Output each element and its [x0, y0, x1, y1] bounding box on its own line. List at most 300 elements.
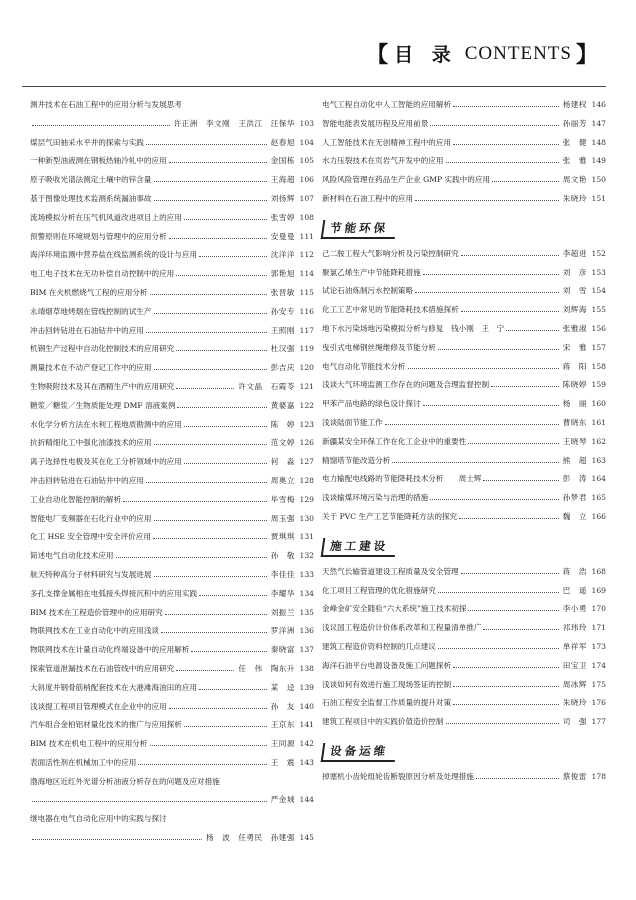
dot-leader [150, 745, 267, 746]
entry-author: 李耀华 [270, 588, 295, 598]
entry-author: 刘 雪 [562, 286, 587, 296]
toc-entry[interactable] [30, 679, 314, 698]
section-equipment [322, 736, 606, 766]
entry-page-number: 142 [299, 739, 314, 749]
entry-author: 彭吉庆 [270, 363, 295, 373]
entry-title: 浅谈大气环境监测工作存在的问题及合理监督控制 [322, 380, 490, 390]
entry-title: 电力输配电线路的节能降耗技术分析 周士辉 [322, 474, 482, 484]
entry-title: 基于图像处理技术监测系统漏油事故 [30, 193, 152, 203]
toc-entry[interactable] [30, 472, 314, 491]
entry-page-number: 105 [299, 156, 314, 166]
dot-leader [483, 480, 558, 481]
entry-author: 田宝卫 [562, 660, 587, 670]
dot-leader [191, 651, 266, 652]
toc-entry[interactable] [30, 698, 314, 717]
entry-title: 冲击回转钻进在石油钻井中的应用 [30, 475, 144, 485]
entry-page-number: 140 [299, 701, 314, 711]
dot-leader [199, 256, 267, 257]
toc-entry[interactable] [30, 829, 314, 848]
dot-leader [153, 538, 267, 539]
section-energy-title: 节能环保 [321, 220, 398, 239]
section-construction [322, 531, 606, 561]
entry-page-number: 162 [591, 436, 606, 446]
entry-title: 浅议国工程造价计价体系改革和工程量清单推广 [322, 623, 482, 633]
dot-leader [184, 426, 267, 427]
toc-entry[interactable] [30, 754, 314, 773]
toc-entry[interactable] [30, 322, 314, 341]
entry-page-number: 136 [299, 626, 314, 636]
dot-leader [506, 330, 558, 331]
toc-entry[interactable] [30, 303, 314, 322]
entry-page-number: 104 [299, 137, 314, 147]
entry-title: 浅谈提工程项目管理模式在企业中的应用 [30, 701, 167, 711]
entry-title: 人工智能技术在无创精神工程中的应用 [322, 137, 452, 147]
toc-entry[interactable] [30, 528, 314, 547]
entry-title: 精馏塔节能改造分析 [322, 455, 391, 465]
entry-title: 简述电气自动化技术应用 [30, 551, 114, 561]
entry-page-number: 148 [591, 137, 606, 147]
entry-title: 测井技术在石油工程中的应用分析与发展思考 [30, 100, 182, 109]
dot-leader [453, 144, 559, 145]
entry-author: 张 健 [562, 137, 587, 147]
entry-author: 陈 婷 [270, 419, 295, 429]
dot-leader [461, 311, 559, 312]
entry-title: 己二胺工程大气影响分析及污染控制研究 [322, 248, 459, 258]
entry-page-number: 117 [299, 325, 314, 335]
entry-author: 单祥军 [562, 641, 587, 651]
header-title-en: CONTENTS [464, 42, 572, 64]
entry-page-number: 173 [591, 641, 606, 651]
dot-leader [468, 610, 558, 611]
entry-author: 朱晓玲 [562, 193, 587, 203]
toc-entry[interactable] [30, 641, 314, 660]
entry-page-number: 152 [591, 248, 606, 258]
entry-author: 张晋敏 [270, 287, 295, 297]
toc-entry[interactable] [30, 716, 314, 735]
entry-author: 祁玮玲 [562, 623, 587, 633]
entry-title: 物联网技术在计量自动化终端设备中的应用解析 [30, 645, 190, 655]
entry-title: 一种新型油液测在钢板热轴冷轧中的应用 [30, 156, 167, 166]
entry-page-number: 111 [299, 231, 314, 241]
left-column [30, 96, 314, 848]
entry-author: 刘振兰 [270, 607, 295, 617]
entry-page-number: 171 [591, 623, 606, 633]
entry-page-number: 175 [591, 679, 606, 689]
entry-page-number: 164 [591, 474, 606, 484]
entry-page-number: 160 [591, 399, 606, 409]
dot-leader [461, 573, 559, 574]
dot-leader [154, 369, 267, 370]
entry-page-number: 174 [591, 660, 606, 670]
entry-page-number: 112 [299, 250, 314, 260]
entry-author: 刘辉海 [562, 305, 587, 315]
entry-author: 杨建权 [562, 100, 587, 109]
entry-page-number: 143 [299, 757, 314, 767]
entry-author: 李小勇 [562, 604, 587, 614]
energy-list [322, 245, 606, 527]
toc-entry[interactable] [30, 378, 314, 397]
entry-author: 许文晶 石霞苓 [238, 381, 295, 391]
dot-leader [138, 764, 266, 765]
toc-entry[interactable] [30, 510, 314, 529]
entry-page-number: 139 [299, 682, 314, 692]
toc-entry[interactable] [322, 433, 606, 452]
entry-author: 彭 涛 [562, 474, 587, 484]
dot-leader [184, 463, 267, 464]
entry-title: 聚氯乙烯生产中节能降耗措施 [322, 267, 421, 277]
entry-author: 周奥立 [270, 475, 295, 485]
toc-entry[interactable] [322, 638, 606, 657]
dot-leader [32, 801, 267, 802]
dot-leader [459, 518, 559, 519]
entry-title: 掉塞机小齿轮组轮齿断裂原因分析及处理措施 [322, 771, 474, 781]
dot-leader [461, 255, 559, 256]
section-construction-title: 施工建设 [321, 538, 398, 557]
entry-title: 工业自动化智能控制的解析 [30, 494, 122, 504]
entry-author: 孙梦君 [562, 493, 587, 503]
dot-leader [176, 350, 266, 351]
entry-author: 李佳佳 [270, 569, 295, 579]
entry-title: 冲击回转钻进在石油钻井中的应用 [30, 325, 144, 335]
dot-leader [446, 162, 559, 163]
entry-page-number: 177 [591, 717, 606, 727]
toc-entry[interactable] [322, 320, 606, 339]
entry-title: 建筑工程项目中的实践价值造价控制 [322, 717, 444, 727]
toc-entry[interactable] [322, 282, 606, 301]
toc-entry[interactable] [322, 489, 606, 508]
entry-author: 王 震 [270, 757, 295, 767]
entry-author: 安曼曼 [270, 231, 295, 241]
entry-title: BIM 在火机燃烧气工程的应用分析 [30, 287, 148, 297]
entry-page-number: 145 [299, 833, 314, 843]
entry-page-number: 137 [299, 645, 314, 655]
toc-entry[interactable] [322, 768, 606, 787]
entry-page-number: 120 [299, 363, 314, 373]
toc-entry[interactable] [30, 340, 314, 359]
dot-leader [438, 648, 559, 649]
entry-author: 沈洋洋 [270, 250, 295, 260]
entry-page-number: 138 [299, 663, 314, 673]
entry-page-number: 161 [591, 417, 606, 427]
dot-leader [116, 557, 267, 558]
toc-entry[interactable] [322, 264, 606, 283]
entry-page-number: 121 [299, 381, 314, 391]
equipment-list [322, 768, 606, 787]
entry-page-number: 178 [591, 771, 606, 781]
entry-author: 孙 敬 [270, 551, 295, 561]
entry-title: 浅谈如何有效进行施工现场签证的控制 [322, 679, 452, 689]
dot-leader [150, 294, 267, 295]
toc-entry[interactable] [30, 246, 314, 265]
entry-author: 金国栋 [270, 156, 295, 166]
entry-title: 水化学分析方法在水利工程地质勘测中的应用 [30, 419, 182, 429]
entry-author: 郭艳旭 [270, 269, 295, 279]
entry-page-number: 122 [299, 400, 314, 410]
entry-page-number: 176 [591, 698, 606, 708]
dot-leader [32, 125, 170, 126]
toc-entry[interactable] [322, 676, 606, 695]
entry-author: 李超进 [562, 248, 587, 258]
toc-entry[interactable] [30, 547, 314, 566]
toc-entry[interactable] [322, 171, 606, 190]
toc-entry[interactable] [30, 359, 314, 378]
entry-page-number: 149 [591, 156, 606, 166]
toc-entry[interactable] [30, 416, 314, 435]
entry-author: 张雅淑 [562, 323, 587, 333]
entry-title: 风险风险管理在药品生产企业 GMP 实践中的应用 [322, 175, 491, 185]
toc-entry[interactable] [322, 358, 606, 377]
dot-leader [169, 708, 267, 709]
entry-author: 王海超 [270, 175, 295, 185]
entry-title: 新材料在石油工程中的应用 [322, 193, 414, 203]
toc-entry[interactable] [322, 245, 606, 264]
toc-entry[interactable] [30, 96, 314, 115]
entry-title: 航天特种高分子材料研究与发展进展 [30, 569, 152, 579]
toc-entry[interactable] [322, 657, 606, 676]
entry-title: 继电器在电气自动化应用中的实践与探讨 [30, 814, 167, 824]
entry-page-number: 103 [299, 118, 314, 128]
toc-entry[interactable] [322, 115, 606, 134]
toc-entry[interactable] [30, 773, 314, 792]
entry-title: 大斜度井钢骨筋梢配套技术在大港滩海油田的应用 [30, 682, 198, 692]
dot-leader [430, 125, 558, 126]
toc-entry[interactable] [30, 434, 314, 453]
entry-page-number: 144 [299, 795, 314, 805]
entry-author: 周文艳 [562, 175, 587, 185]
entry-page-number: 135 [299, 607, 314, 617]
toc-entry[interactable] [322, 713, 606, 732]
header-title-zh: 目 录 [394, 44, 457, 66]
entry-page-number: 129 [299, 494, 314, 504]
dot-leader [146, 482, 267, 483]
entry-page-number: 119 [299, 344, 314, 354]
toc-entry[interactable] [322, 301, 606, 320]
entry-author: 孙丽芳 [562, 118, 587, 128]
toc-entry[interactable] [30, 171, 314, 190]
entry-author: 陈晓婷 [562, 380, 587, 390]
entry-title: 生物吸附技术及其在酒精生产中的应用研究 [30, 381, 175, 391]
section-energy [322, 213, 606, 243]
entry-title: 物联网技术在工业自动化中的应用浅谈 [30, 626, 160, 636]
dot-leader [165, 614, 267, 615]
toc-entry[interactable] [322, 395, 606, 414]
entry-author: 黄婆嘉 [270, 400, 295, 410]
dot-leader [491, 386, 559, 387]
toc-entry[interactable] [30, 115, 314, 134]
entry-author: 某 迳 [270, 682, 295, 692]
entry-author: 杨 波 任勇民 孙建强 [205, 833, 295, 843]
entry-page-number: 133 [299, 569, 314, 579]
toc-entry[interactable] [322, 134, 606, 153]
entry-author: 司 强 [562, 717, 587, 727]
toc-entry[interactable] [322, 563, 606, 582]
entry-author: 蔡俊雷 [562, 771, 587, 781]
entry-author: 刘扬辉 [270, 193, 295, 203]
entry-author: 宋 雅 [562, 342, 587, 352]
toc-entry[interactable] [322, 694, 606, 713]
toc-entry[interactable] [30, 397, 314, 416]
dot-leader [154, 576, 267, 577]
dot-leader [176, 275, 266, 276]
dot-leader [154, 520, 267, 521]
entry-page-number: 154 [591, 286, 606, 296]
dot-leader [408, 368, 559, 369]
entry-title: 离子选择性电极及其在化工分析领域中的应用 [30, 457, 182, 467]
toc-entry[interactable] [322, 470, 606, 489]
entry-title: 水力压裂技术在页岩气开发中的应用 [322, 156, 444, 166]
entry-page-number: 114 [299, 269, 314, 279]
dot-leader [177, 407, 266, 408]
dot-leader [453, 704, 559, 705]
toc-entry[interactable] [30, 585, 314, 604]
entry-page-number: 165 [591, 493, 606, 503]
dot-leader [184, 219, 267, 220]
toc-entry[interactable] [322, 339, 606, 358]
entry-author: 严金城 [270, 795, 295, 805]
entry-author: 赵春旭 [270, 137, 295, 147]
entry-title: 化工项目工程管理的优化措施研究 [322, 585, 436, 595]
entry-page-number: 108 [299, 212, 314, 222]
entry-title: 预警原则在环境规划与管理中的应用分析 [30, 231, 167, 241]
toc-entry[interactable] [322, 619, 606, 638]
dot-leader [446, 723, 559, 724]
entry-page-number: 130 [299, 513, 314, 523]
toc-entry[interactable] [30, 453, 314, 472]
entry-author: 任 伟 陶东升 [238, 663, 295, 673]
toc-entry[interactable] [30, 134, 314, 153]
entry-author: 魏 立 [562, 511, 587, 521]
entry-title: 测量技术在不动产登记工作中的应用 [30, 363, 152, 373]
section-equipment-title: 设备运维 [321, 743, 398, 762]
entry-page-number: 132 [299, 551, 314, 561]
dot-leader [176, 388, 234, 389]
dot-leader [169, 162, 267, 163]
toc-entry[interactable] [30, 190, 314, 209]
toc-entry[interactable] [322, 508, 606, 527]
entry-page-number: 151 [591, 193, 606, 203]
toc-entry[interactable] [30, 810, 314, 829]
entry-page-number: 166 [591, 511, 606, 521]
entry-title: 甲苯产品电路的绿色设计探讨 [322, 399, 421, 409]
entry-page-number: 158 [591, 361, 606, 371]
toc-entry[interactable] [30, 209, 314, 228]
entry-author: 王晓琴 [562, 436, 587, 446]
toc-entry[interactable] [30, 228, 314, 247]
entry-page-number: 168 [591, 566, 606, 576]
entry-page-number: 155 [591, 305, 606, 315]
entry-title: 关于 PVC 生产工艺节能降耗方法的探究 [322, 511, 458, 521]
dot-leader [423, 274, 559, 275]
toc-entry[interactable] [322, 96, 606, 115]
toc-entry[interactable] [30, 660, 314, 679]
entry-title: 抗折精细化工中强化油漆技术的应用 [30, 438, 152, 448]
toc-entry[interactable] [30, 622, 314, 641]
dot-leader [184, 726, 267, 727]
entry-author: 巴 遥 [562, 585, 587, 595]
toc-entry[interactable] [30, 791, 314, 810]
entry-page-number: 116 [299, 306, 314, 316]
toc-entry[interactable] [30, 284, 314, 303]
toc-entry[interactable] [322, 152, 606, 171]
entry-page-number: 150 [591, 175, 606, 185]
entry-author: 熊 超 [562, 455, 587, 465]
dot-leader [430, 499, 558, 500]
entry-page-number: 126 [299, 438, 314, 448]
dot-leader [476, 778, 559, 779]
entry-title: 煤层气田抽采水平井的探索与实践 [30, 137, 144, 147]
entry-page-number: 134 [299, 588, 314, 598]
entry-author: 杨 丽 [562, 399, 587, 409]
toc-entry[interactable] [30, 152, 314, 171]
entry-author: 曹晓东 [562, 417, 587, 427]
entry-title: 永靖烟草地烤烟在管线控制的试生产 [30, 306, 152, 316]
dot-leader [169, 238, 267, 239]
entry-author: 张 雅 [562, 156, 587, 166]
entry-title: 天然气长输管道建设工程质量及安全管理 [322, 566, 459, 576]
dot-leader [483, 629, 558, 630]
right-column [322, 96, 606, 787]
toc-entry[interactable] [30, 265, 314, 284]
entry-title: 浅谈输煤环境污染与治理的措施 [322, 493, 429, 503]
dot-leader [199, 689, 267, 690]
toc-entry[interactable] [322, 582, 606, 601]
entry-author: 张雪婷 [270, 212, 295, 222]
bracket-open: 【 [366, 42, 389, 68]
entry-author: 王同源 [270, 739, 295, 749]
entry-author: 蒋 阳 [562, 361, 587, 371]
entry-author: 毕雪梅 [270, 494, 295, 504]
entry-page-number: 115 [299, 287, 314, 297]
toc-entry[interactable] [322, 452, 606, 471]
dot-leader [199, 595, 267, 596]
entry-title: 汽车组合金柏铝材量化技术的推广与应用探析 [30, 720, 182, 730]
toc-entry[interactable] [30, 566, 314, 585]
toc-entry[interactable] [30, 491, 314, 510]
entry-page-number: 147 [591, 118, 606, 128]
entry-title: 流场模拟分析在压气机风道改进项目上的应用 [30, 212, 182, 222]
entry-title: 渤海地区近红外光谱分析油液分析存在的问题及应对措施 [30, 776, 220, 786]
entry-title: 探索管道泄漏技术在石油管线中的应用研究 [30, 663, 175, 673]
entry-author: 周冰辉 [562, 679, 587, 689]
entry-title: 电气工程自动化中人工智能的应用解析 [322, 100, 452, 109]
entry-title: 海洋环境监测中营养盐在线监测系统的设计与应用 [30, 250, 198, 260]
entry-author: 孙安专 [270, 306, 295, 316]
entry-author: 贾琪琪 [270, 532, 295, 542]
toc-entry[interactable] [322, 190, 606, 209]
entry-author: 范文婷 [270, 438, 295, 448]
dot-leader [453, 667, 559, 668]
toc-entry[interactable] [322, 600, 606, 619]
dot-leader [492, 181, 559, 182]
construction-list [322, 563, 606, 732]
entry-title: 原子吸收光谱法测定土壤中的锌含量 [30, 175, 152, 185]
toc-entry[interactable] [30, 604, 314, 623]
dot-leader [385, 424, 559, 425]
entry-title: 曳引式电梯钢丝绳维修及节能分析 [322, 342, 436, 352]
toc-entry[interactable] [30, 735, 314, 754]
toc-entry[interactable] [322, 376, 606, 395]
dot-leader [154, 181, 267, 182]
entry-title: 表面活性剂在机械加工中的应用 [30, 757, 137, 767]
entry-title: 化工工艺中常见的节能降耗技术措施探析 [322, 305, 459, 315]
entry-title: 建筑工程造价资料控制的几点建议 [322, 641, 436, 651]
entry-page-number: 159 [591, 380, 606, 390]
entry-author: 秦晓富 [270, 645, 295, 655]
entry-page-number: 146 [591, 100, 606, 109]
entry-page-number: 141 [299, 720, 314, 730]
entry-title: 金峰金矿安全随验“六大系统”施工技术初探 [322, 604, 467, 614]
toc-entry[interactable] [322, 414, 606, 433]
